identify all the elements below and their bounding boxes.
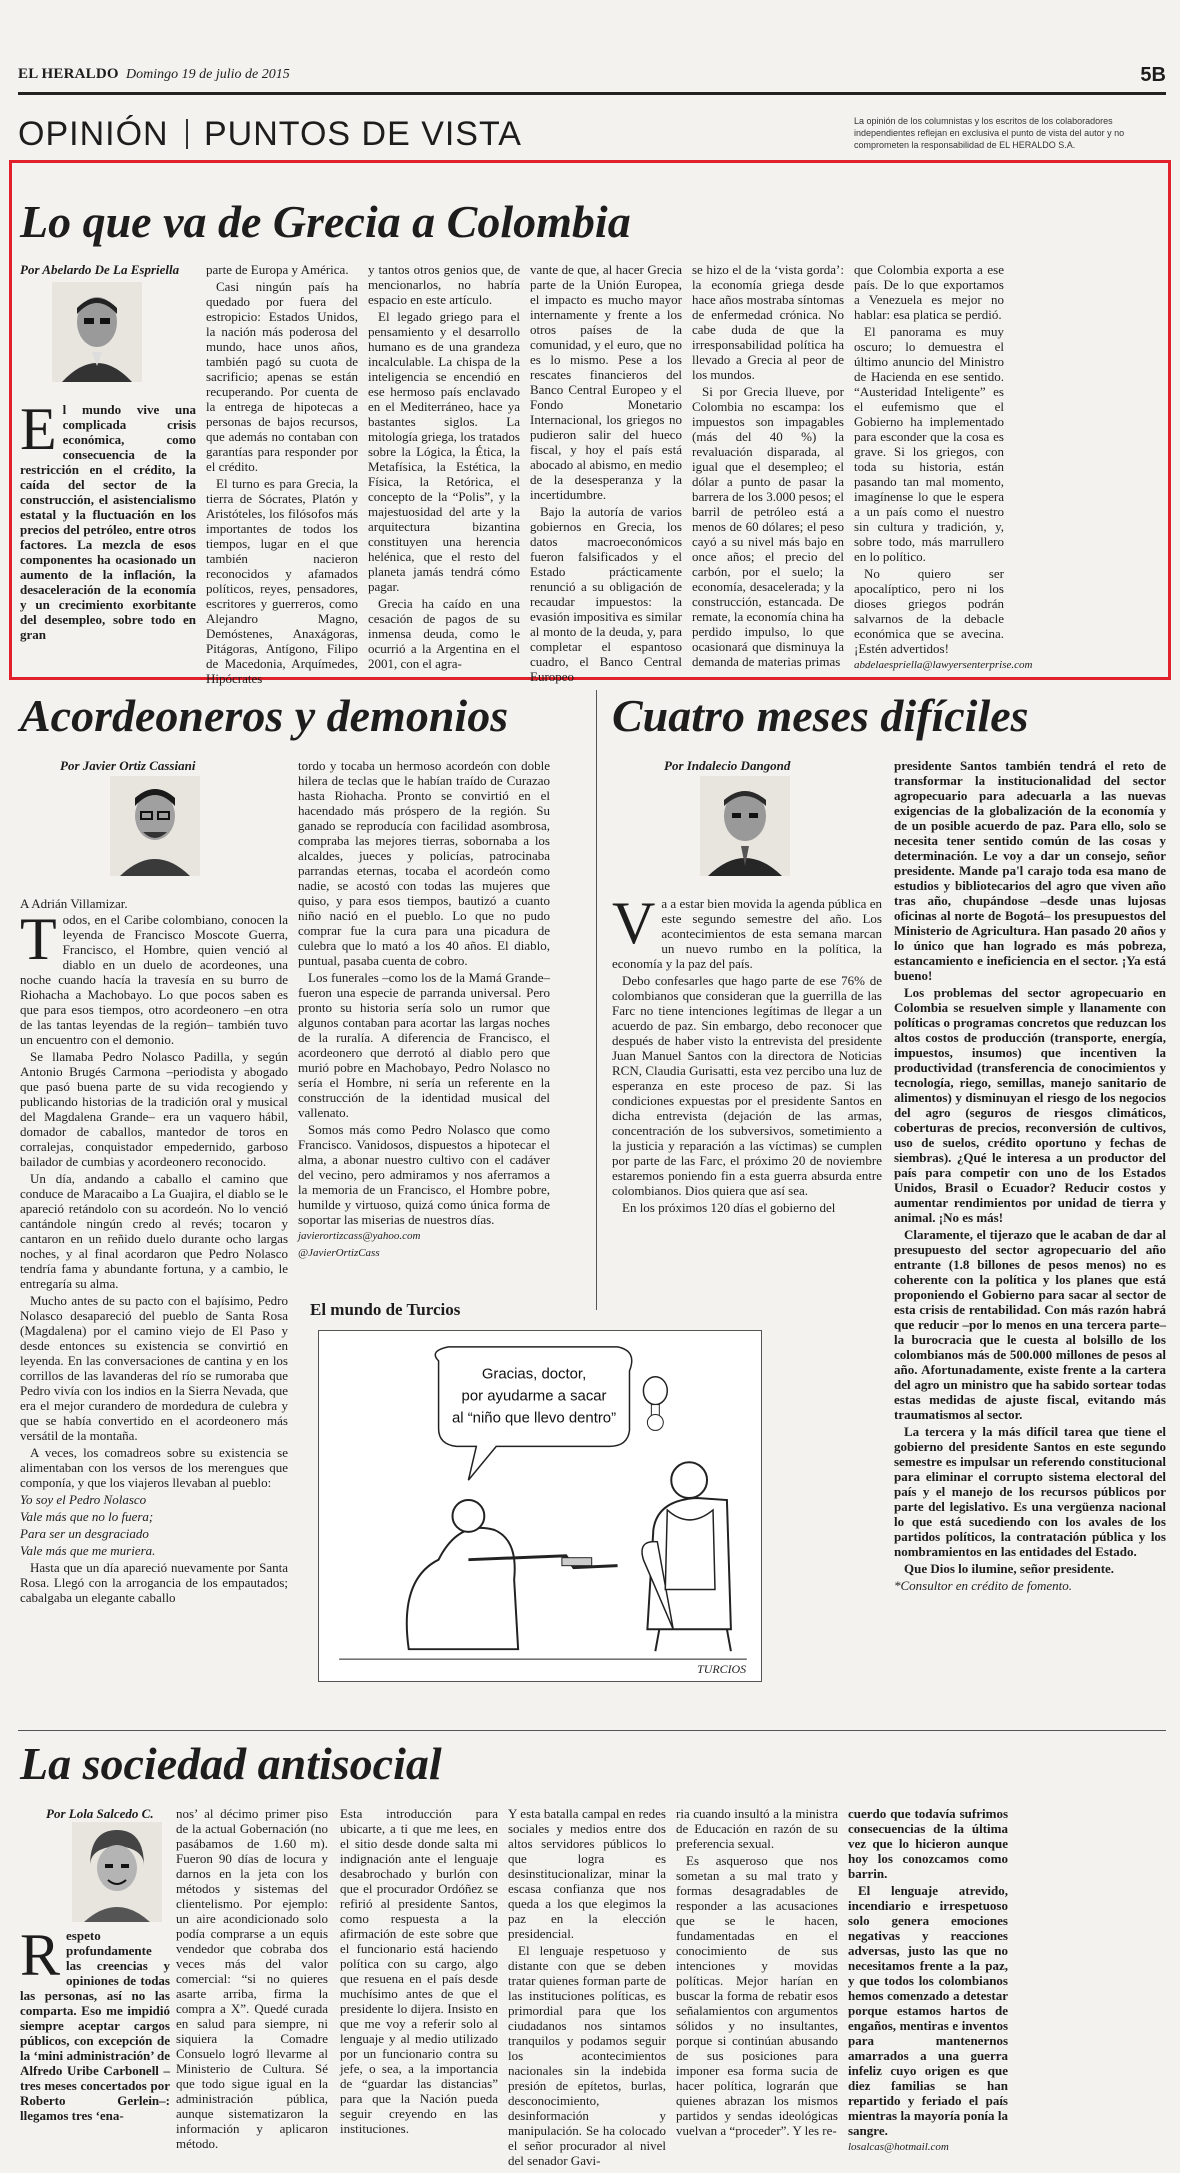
drop-cap: R [20, 1922, 61, 1988]
author-email: javierortizcass@yahoo.com [298, 1230, 421, 1242]
paragraph: presidente Santos también tendrá el reto de transformar la institucionalidad del sector agropecuario para adecuarla a las nuevas exigencias de la globalización de la economía y de un posible acuerdo de paz. Para ello, solo se necesita tener sentido común de las cosas y determinación. Le voy a dar un consejo, señor presidente. Mande pa'l carajo toda esa mano de estudios y bibliotecarios del agro que viven año tras año, chupándose –desde unas lujosas oficinas al norte de Bogotá– los presupuestos del Ministerio de Agricultura. Han pasado 20 años y lo único que han logrado es más pobreza, estancamiento e ineficiencia en el sector. ¡Ya está bueno! [894, 758, 1166, 983]
paragraph: Si por Grecia llueve, por Colombia no escampa: los impuestos son impagables (más del 40 %) la revaluación disparada, al igual que el desempleo; el dólar a punto de pasar la barrera de los 3.000 pesos; el barril de petróleo está a menos de 60 dólares; el peso cayó a su nivel más bajo en once años; el precio del carbón, por el suelo; la economía, desacelerada; y la construcción, estancada. De remate, la economía china ha perdido impulso, lo que ocasionará que disminuya la demanda de materias primas [692, 384, 844, 669]
paragraph: y tantos otros genios que, de mencionarlos, no habría espacio en este artículo. [368, 262, 520, 307]
paragraph: Es asqueroso que nos sometan a su mal trato y formas desagradables de responder a las acusaciones que se le hacen, fundamentadas en el conocimiento de sus intenciones y movidas políticas. Mejor harían en buscar la forma de rebatir esos señalamientos con argumentos sólidos y no insultantes, porque si continúan abusando de sus posiciones para imponer esa forma sucia de hacer política, lograrán que quienes abrazan los mismos partidos y sendas ideológicas vuelvan a “proceder”. Y les re- [676, 1853, 838, 2138]
paragraph: El lenguaje respetuoso y distante con que se deben tratar quienes forman parte de las instituciones políticas, es primordial para que los ciudadanos nos sintamos tranquilos y podamos seguir los acontecimientos nacionales sin la indebida presión de epítetos, burlas, desconocimiento, desinformación y manipulación. Se ha colocado el señor procurador al nivel del senador Gavi- [508, 1943, 666, 2168]
article-column-2 [298, 758, 550, 1288]
paragraph: ria cuando insultó a la ministra de Educación en razón de su preferencia sexual. [676, 1806, 838, 1851]
drop-cap: T [20, 906, 57, 972]
article-column-1 [20, 1922, 170, 2166]
paragraph: cuerdo que todavía sufrimos consecuencias de la última vez que lo hicieron aunque hoy los conozcamos como barrin. [848, 1806, 1008, 1881]
article-column-6 [854, 262, 1033, 672]
article-column-1 [20, 396, 196, 672]
paragraph: Somos más como Pedro Nolasco que como Francisco. Vanidosos, dispuestos a hipotecar el alma, a abonar nuestro cultivo con el cadáver del vecino, pero admiramos y nos aferramos a la memoria de un Francisco, el Hombre pobre, humilde y virtuoso, quizá como única forma de soportar las miserias de nuestros días. [298, 1122, 550, 1227]
article-byline: Por Indalecio Dangond [664, 758, 791, 773]
article-column-5 [692, 262, 844, 672]
article-column-5 [676, 1806, 838, 2166]
paragraph: En los próximos 120 días el gobierno del [622, 1200, 836, 1215]
column-text: odos, en el Caribe colombiano, conocen la leyenda de Francisco Moscote Guerra, Francisco, el Hombre, quien venció al diablo en un duelo de acordeones, una noche cuando hacía la travesía en su burro de Riohacha a Machobayo. Lo que pocos saben es que para esos tiempos, otro acordeonero –en otra de las tantas leyendas de la región– también tuvo un encuentro con el demonio. [20, 912, 288, 1047]
dedication: A Adrián Villamizar. [20, 896, 128, 911]
paragraph: Y esta batalla campal en redes sociales y medios entre dos altos servidores públicos lo que logra es desinstitucionalizar, minar la escasa confianza que nos queda a los que elegimos la paz en la elección presidencial. [508, 1806, 666, 1941]
bubble-line-3: al “niño que llevo dentro” [451, 1410, 617, 1427]
page-number: 5B [1140, 64, 1166, 86]
paragraph: No quiero ser apocalíptico, pero ni los dioses griegos podrán salvarnos de la debacle económica que se avecina. ¡Estén advertidos! [854, 566, 1004, 656]
paragraph: vante de que, al hacer Grecia parte de la Unión Europea, el impacto es mucho mayor internamente y frente a los otros países de la comunidad, y el euro, que no es lo mismo. Pese a los rescates financieros del Banco Central Europeo y el Fondo Monetario Internacional, los griegos no pudieron salir del hueco fiscal, y hoy el país está abocado al abismo, en medio de la desesperanza y la incertidumbre. [530, 262, 682, 502]
author-email: losalcas@hotmail.com [848, 2141, 949, 2153]
section-divider [186, 119, 188, 149]
paragraph: Un día, andando a caballo el camino que conduce de Maracaibo a La Guajira, el diablo se le apareció retándolo con su acordeón. No lo venció cantándole ningún credo al revés; tocaron y cantaron en un reñido duelo durante ocho largas noches, y al final acordaron que Pedro Nolasco tendría fama y abundante fortuna, y a cambio, le entregaría su alma. [20, 1171, 288, 1291]
paragraph: que Colombia exporta a ese país. De lo que exportamos a Venezuela es mejor no hablar: esa platica se perdió. [854, 262, 1004, 322]
cartoon-title: El mundo de Turcios [310, 1300, 461, 1319]
paragraph: parte de Europa y América. [206, 262, 349, 277]
section-header [18, 92, 1166, 154]
article-column-1 [20, 906, 288, 1702]
article-column-2 [206, 262, 358, 686]
article-title: Lo que va de Grecia a Colombia [20, 196, 631, 247]
author-footnote: *Consultor en crédito de fomento. [894, 1578, 1073, 1593]
article-column-1 [612, 890, 882, 1288]
cartoon-drawing [319, 1331, 761, 1681]
paragraph: Los problemas del sector agropecuario en Colombia se resuelven simple y llanamente con políticas o programas concretos que reduzcan los altos costos de producción (transporte, energía, impuestos, insumos) que incentiven la productividad (transferencia de conocimientos y tecnología, riego, semillas, manejo sanitario de alimentos) y disminuyan el riesgo de los negocios del agro (seguros de riesgos climáticos, coberturas de precios, reconversión de cultivos, uso de suelos, crédito oportuno y fechas de siembras). ¿Qué le interesa a un productor del país para competir con uno de los Estados Unidos, Brasil o Ecuador? Reducir costos y aumentar rendimientos por unidad de tierra y animal. ¡No es más! [894, 985, 1166, 1225]
paragraph: Bajo la autoría de varios gobiernos en Grecia, los datos macroeconómicos fueron falsificados y el Estado prácticamente renunció a su obligación de recaudar impuestos: la evasión impositiva es similar al monto de la deuda, y, para completar el espantoso cuadro, el Banco Central Europeo [530, 504, 682, 684]
paragraph: Grecia ha caído en una cesación de pagos de su inmensa deuda, como le ocurrió a la Argentina en el 2001, con el agra- [368, 596, 520, 671]
section-name: OPINIÓN [18, 115, 169, 153]
article-column-2 [176, 1806, 328, 2166]
issue-date: Domingo 19 de julio de 2015 [126, 67, 290, 82]
author-portrait [72, 1822, 162, 1922]
paragraph: Hasta que un día apareció nuevamente por Santa Rosa. Llegó con la arrogancia de los empautados; cabalgaba un elegante caballo [20, 1560, 288, 1605]
paragraph: El panorama es muy oscuro; lo demuestra el último anuncio del Ministro de Hacienda en ese sentido. “Austeridad Inteligente” es el eufemismo que el Gobierno ha implementado para esconder que la cosa es grave. Si los griegos, con toda su historia, están pasando tan mal momento, imagínense lo que le espera a un país como el nuestro sin cultura y tradición, y, sobre todo, más marrullero en lo político. [854, 324, 1004, 564]
author-email: abdelaespriella@lawyersenterprise.com [854, 659, 1033, 671]
portrait-drawing-icon [72, 1822, 162, 1922]
author-twitter: @JavierOrtizCass [298, 1247, 380, 1259]
article-column-6 [848, 1806, 1008, 2166]
drop-cap: E [20, 396, 57, 462]
column-text: a a estar bien movida la agenda pública en este segundo semestre del año. Los acontecimientos de esta semana marcan un nuevo rumbo en la política, la economía y la paz del país. [612, 896, 882, 971]
cartoonist-signature: TURCIOS [697, 1662, 747, 1677]
cartoon-frame [318, 1330, 762, 1682]
column-text: espeto profundamente las creencias y opiniones de todas las personas, así no las comparta. Eso me impidió siempre aceptar cargos públicos, con excepción de la ‘mini administración’ de Alfredo Uribe Carbonell –tres meses concertados por Roberto Gerlein–: llegamos tres ‘ena- [20, 1928, 170, 2123]
article-column-4 [508, 1806, 666, 2166]
paragraph: Se llamaba Pedro Nolasco Padilla, y según Antonio Brugés Carmona –periodista y abogado que pasó buena parte de su vida recogiendo y publicando historias de la tradición oral y musical del Magdalena Grande– era un vaquero hábil, domador de caballos, mantedor de toros en corralejas, conquistador empedernido, garboso bailador de cumbias y acordeonero reconocido. [20, 1049, 288, 1169]
section-disclaimer: La opinión de los columnistas y los escritos de los colaboradores independientes reflejan en exclusiva el punto de vista del autor y no comprometen la responsabilidad de EL HERALDO S.A. [854, 116, 1125, 150]
article-column-3 [340, 1806, 498, 2166]
paragraph: A veces, los comadreos sobre su existencia se alimentaban con los versos de los merengues que componía, y que los viajeros llevaban al pueblo: [20, 1445, 288, 1490]
verse-line: Vale más que me muriera. [20, 1543, 156, 1558]
verse-line: Para ser un desgraciado [20, 1526, 149, 1541]
article-byline: Por Abelardo De La Espriella [20, 262, 180, 277]
article-column-3 [368, 262, 520, 672]
bubble-line-1: Gracias, doctor, [481, 1366, 587, 1383]
subsection-name: PUNTOS DE VISTA [204, 115, 522, 153]
paragraph: nos’ al décimo primer piso de la actual Gobernación (no pasábamos de 1.60 m). Fueron 90 días de locura y darnos en la jeta con los métodos y sistemas del clientelismo. Por ejemplo: un aire acondicionado solo podía comprarse a un equis vendedor que cobraba dos veces más del valor comercial: “si no quieres asarte arriba, firma la compra a X”. Quedé curada en salud para siempre, ni siquiera la Comadre Consuelo logró llevarme al Ministerio de Cultura. Sé que todo sigue igual en la administración pública, aunque sistematizaron la información y aplicaron método. [176, 1806, 328, 2151]
portrait-drawing-icon [110, 776, 200, 876]
paragraph: Mucho antes de su pacto con el bajísimo, Pedro Nolasco desapareció del pueblo de Santa Rosa (Magdalena) por el camino viejo de El Paso y desde entonces su existencia se convirtió en leyenda. En las conversaciones de cantina y en los corrillos de las lavanderas del río se rumoraba que Pedro vivía con los indios en la Sierra Nevada, que era el mejor curandero de mordedura de culebra y que se había convertido en el acordeonero más versátil de la montaña. [20, 1293, 288, 1443]
section-divider [18, 1730, 1166, 1731]
paragraph: Los funerales –como los de la Mamá Grande– fueron una especie de parranda universal. Pero pronto su historia sería solo un rumor que algunos contaban para acortar las largas noches de la ruralía. A diferencia de Francisco, el acordeonero que derrotó al diablo pero que murió pobre en Machobayo, Pedro Nolasco no sería el Hombre, ni sería un referente en la construcción de la identidad musical del vallenato. [298, 970, 550, 1120]
masthead [18, 66, 1166, 88]
article-column-4 [530, 262, 682, 684]
newspaper-name: EL HERALDO [18, 66, 119, 82]
article-title: Cuatro meses difíciles [612, 690, 1029, 741]
article-column-2 [894, 758, 1166, 1726]
article-title: La sociedad antisocial [20, 1738, 442, 1789]
author-portrait [110, 776, 200, 876]
paragraph: Casi ningún país ha quedado por fuera del estropicio: Estados Unidos, la nación más poderosa del mundo, hace unos años, también pagó su cuota de sacrificio; apenas se están recuperando. Por cuenta de la entrega de hipotecas a personas de bajos recursos, que además no contaban con garantías para responder por el crédito. [206, 279, 358, 474]
portrait-drawing-icon [700, 776, 790, 876]
paragraph: Esta introducción para ubicarte, a ti que me lees, en el sitio desde donde salta mi indignación ante el lenguaje desabrochado y burlón con que el procurador Ordóñez se refirió al presidente Santos, como respuesta a la afirmación de este sobre que el funcionario está haciendo política con su cargo, algo que resuena en el país desde muchísimo antes de que el presidente lo dijera. Insisto en que me voy a referir solo al lenguaje y al medio utilizado por un funcionario contra su jefe, o sea, a la importancia de “guardar las distancias” para que la Nación pueda seguir creyendo en las instituciones. [340, 1806, 498, 2136]
paragraph: Que Dios lo ilumine, señor presidente. [904, 1561, 1115, 1576]
author-portrait [52, 282, 142, 382]
column-divider [596, 690, 597, 1310]
paragraph: se hizo el de la ‘vista gorda’: la economía griega desde hace años mostraba síntomas de enfermedad crónica. No cabe duda de que la irresponsabilidad política ha llevado a Grecia al peor de los mundos. [692, 262, 844, 382]
article-byline: Por Lola Salcedo C. [46, 1806, 154, 1821]
paragraph: El turno es para Grecia, la tierra de Sócrates, Platón y Aristóteles, los filósofos más importantes de todos los tiempos, lugar en el que también nacieron reconocidos y afamados políticos, reyes, pensadores, escritores y guerreros, como Alejandro Magno, Demóstenes, Anaxágoras, Pitágoras, Antígono, Filipo de Macedonia, Arquímedes, Hipócrates [206, 476, 358, 686]
drop-cap: V [612, 890, 656, 956]
article-byline: Por Javier Ortiz Cassiani [60, 758, 196, 773]
paragraph: Claramente, el tijerazo que le acaban de dar al presupuesto del sector agropecuario del año entrante (1.8 billones de pesos menos) no es coherente con la política y los planes que está proponiendo el Gobierno para sacar al sector de esta crisis de rentabilidad. Con más razón habrá que reducir –por lo menos en una tercera parte– la burocracia que le cuesta al bolsillo de los colombianos más de 500.000 millones de pesos al año. Afortunadamente, existe frente a la cartera del agro un ministro que ha sabido sortear todas estas medidas de ajuste fiscal, evitando más traumatismos al sector. [894, 1227, 1166, 1422]
column-text: l mundo vive una complicada crisis económica, como consecuencia de la restricción en el crédito, la caída del sector de la construcción, el asistencialismo estatal y la fluctuación en los precios del petróleo, entre otros factores. La mezcla de esos componentes ha ocasionado un aumento de la inflación, la desaceleración de la economía y un crecimiento exorbitante del desempleo, sobre todo en gran [20, 402, 196, 642]
portrait-drawing-icon [52, 282, 142, 382]
paragraph: El legado griego para el pensamiento y el desarrollo humano es de una grandeza incalculable. La chispa de la inteligencia se encendió en ese hermoso país enclavado en el Mediterráneo, hace ya bastantes siglos. La mitología griega, los tratados sobre la Lógica, la Ética, la Metafísica, la Estética, la Física, la Retórica, el concepto de la “Polis”, y la majestuosidad del arte y la arquitectura bizantina constituyen una herencia helénica, que el resto del planeta jamás tendrá cómo pagar. [368, 309, 520, 594]
bubble-line-2: por ayudarme a sacar [461, 1388, 607, 1405]
verse-line: Yo soy el Pedro Nolasco [20, 1492, 147, 1507]
verse-line: Vale más que no lo fuera; [20, 1509, 154, 1524]
article-title: Acordeoneros y demonios [20, 690, 509, 741]
author-portrait [700, 776, 790, 876]
paragraph: Debo confesarles que hago parte de ese 76% de colombianos que consideran que la guerrilla de las Farc no tiene intenciones legítimas de llegar a un acuerdo de paz. Sin embargo, debo reconocer que después de haber visto la entrevista del presidente Juan Manuel Santos con la directora de Noticias RCN, Claudia Gurisatti, esta vez percibo una luz de esperanza en este proceso de paz. Si las condiciones expuestas por el presidente Santos en dicha entrevista (dejación de las armas, concentración de los subversivos, sometimiento a la justicia y reparación a las víctimas) se cumplen por parte de las Farc, el próximo 20 de noviembre estaremos poniendo fin a esta guerra absurda entre colombianos. Dios quiera que así sea. [612, 973, 882, 1198]
paragraph: La tercera y la más difícil tarea que tiene el gobierno del presidente Santos en este segundo semestre es impulsar un referendo constitucional para eliminar el corrupto sistema electoral del país y el manejo de los recursos públicos por parte del legislativo. Es una vergüenza nacional lo que está sucediendo con los avales de los partidos políticos, la contratación pública y los nombramientos en las entidades del Estado. [894, 1424, 1166, 1559]
paragraph: El lenguaje atrevido, incendiario e irrespetuoso solo genera emociones negativas y reacciones adversas, justo las que no necesitamos frente a la paz, y que todos los colombianos hemos comenzado a detestar porque estamos hartos de engaños, mentiras e inventos para mantenernos amarrados a una guerra infeliz cuyo origen es que diez familias se han repartido y feriado el país mientras la mayoría ponía la sangre. [848, 1883, 1008, 2138]
paragraph: tordo y tocaba un hermoso acordeón con doble hilera de teclas que le habían traído de Curazao hasta Riohacha. Pronto se convirtió en el hacendado más próspero de la región. Su ganado se reproducía con facilidad asombrosa, compraba las mejores tierras, sobornaba a los alcaldes, jueces y policías, patrocinaba parrandas eternas, tocaba el acordeón como nadie, se acostó con todas las mujeres que quiso, y para esos tiempos, bautizó a cuanto niño nació en el pueblo. Lo que no pudo comprar fue la cura para una picadura de culebra que lo mató a los 40 años. El diablo, puntual, pasaba cuenta de cobro. [298, 758, 550, 968]
